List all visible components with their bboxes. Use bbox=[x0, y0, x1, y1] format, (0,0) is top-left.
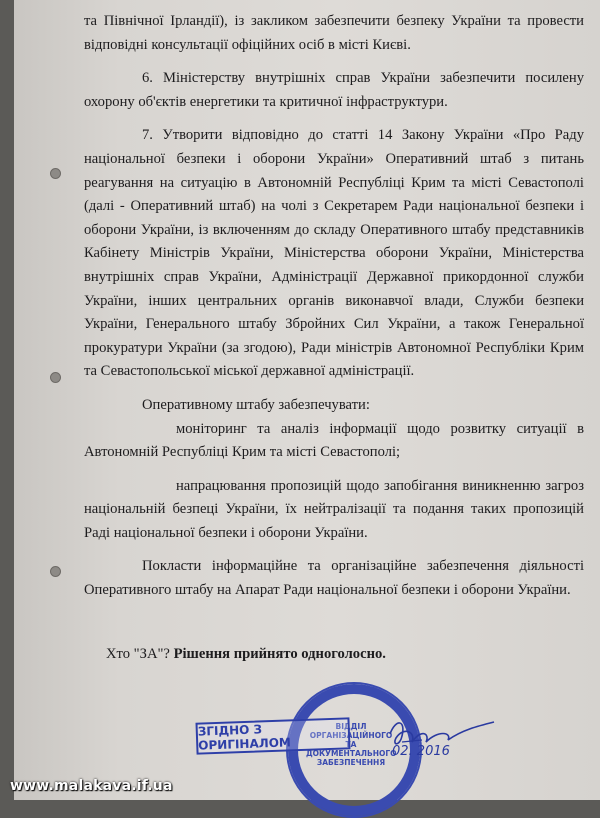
binding-hole bbox=[50, 168, 61, 179]
vote-line bbox=[84, 643, 584, 667]
paragraph-duty-monitoring: моніторинг та аналіз інформації щодо розвитку ситуації в Автономній Республіці Крим та місті Севастополі; bbox=[84, 420, 584, 461]
seal-text: ВІДДІЛ ОРГАНІЗАЦІЙНОГО ТА ДОКУМЕНТАЛЬНОГО ЗАБЕЗПЕЧЕННЯ bbox=[306, 722, 397, 767]
paragraph-duties-heading: Оперативному штабу забезпечувати: bbox=[142, 396, 370, 413]
binding-hole bbox=[50, 566, 61, 577]
signature-date: 02. 2016 bbox=[392, 744, 450, 759]
binding-hole bbox=[50, 372, 61, 383]
vote-result: Рішення прийнято одноголосно. bbox=[173, 645, 386, 662]
paragraph-continuation: та Північної Ірландії), із закликом забезпечити безпеку України та провести відповідні консультації офіційних осіб в місті Києві. bbox=[84, 13, 584, 53]
document-page bbox=[14, 0, 600, 800]
paragraph-item-7: 7. Утворити відповідно до статті 14 Закону України «Про Раду національної безпеки і оборони України» Оперативний штаб з питань реагування на ситуацію в Автономній Республіці Крим та місті Севастополі (далі - Оперативний штаб) на чолі з Секретарем Ради національної безпеки і оборони України, із включенням до складу Оперативного штабу представників Кабінету Міністрів України, Міністерства оборони України, Міністерства внутрішніх справ України, Адміністрації Державної прикордонної служби України, інших центральних органів виконавчої влади, Служби безпеки України, Генерального штабу Збройних Сил України, а також Генеральної прокуратури України (за згодою), Ради міністрів Автономної Республіки Крим та Севастопольської міської державної адміністрації. bbox=[84, 127, 584, 380]
vote-question: Хто "ЗА"? bbox=[106, 645, 170, 662]
site-watermark: www.malakava.if.ua bbox=[10, 778, 173, 794]
paragraph-duty-proposals: напрацювання пропозицій щодо запобігання виникненню загроз національній безпеці України, їх нейтралізації та подання таких пропозицій Раді національної безпеки і оборони України. bbox=[84, 477, 584, 541]
certified-copy-stamp: ЗГІДНО З ОРИГІНАЛОМ bbox=[195, 717, 350, 754]
document-body bbox=[84, 10, 584, 666]
paragraph-support: Покласти інформаційне та організаційне забезпечення діяльності Оперативного штабу на Апарат Ради національної безпеки і оборони України. bbox=[84, 558, 584, 599]
signature bbox=[382, 712, 502, 772]
paragraph-item-6: 6. Міністерству внутрішніх справ України забезпечити посилену охорону об'єктів енергетики та критичної інфраструктури. bbox=[84, 70, 584, 110]
